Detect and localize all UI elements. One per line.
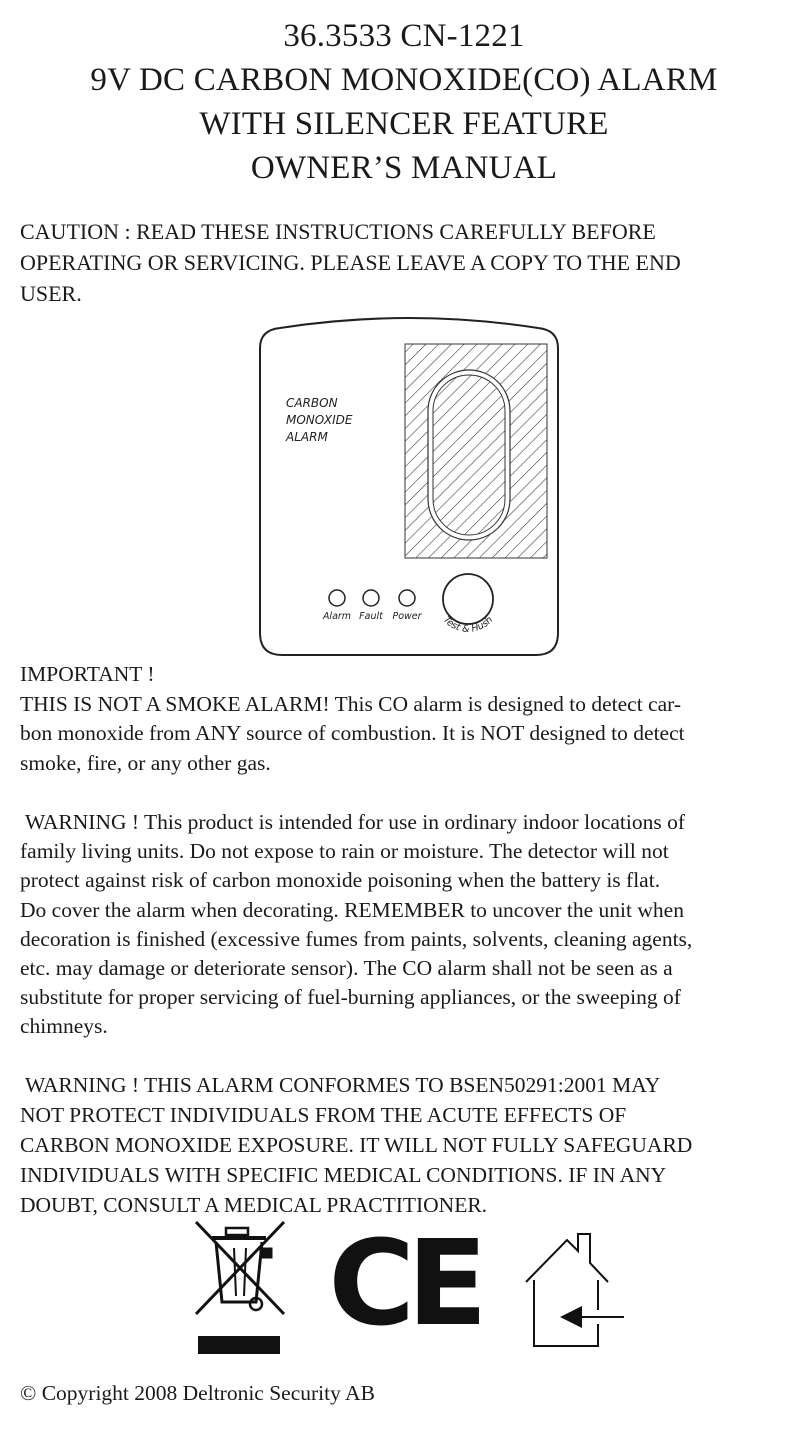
warning-line: substitute for proper servicing of fuel-burning appliances, or the sweeping of <box>20 985 681 1010</box>
copyright-notice: © Copyright 2008 Deltronic Security AB <box>20 1381 375 1405</box>
important-notice <box>20 660 790 778</box>
warning-line: INDIVIDUALS WITH SPECIFIC MEDICAL CONDITIONS. IF IN ANY <box>20 1163 667 1187</box>
power-led-label: Power <box>392 611 422 622</box>
fault-led-label: Fault <box>359 611 383 622</box>
co-alarm-drawing <box>258 308 560 658</box>
manual-title <box>0 14 808 190</box>
title-manual-line: OWNER’S MANUAL <box>250 150 558 186</box>
caution-notice <box>20 216 790 309</box>
warning-line: decoration is finished (excessive fumes from paints, solvents, cleaning agents, <box>20 926 693 951</box>
warning-line: family living units. Do not expose to rain or moisture. The detector will not <box>20 839 669 864</box>
warning-line: WARNING ! This product is intended for use in ordinary indoor locations of <box>20 810 685 834</box>
important-line: THIS IS NOT A SMOKE ALARM! This CO alarm is designed to detect car- <box>20 691 682 716</box>
warning-line: Do cover the alarm when decorating. REMEMBER to uncover the unit when <box>20 897 684 922</box>
warning-line: CARBON MONOXIDE EXPOSURE. IT WILL NOT FULLY SAFEGUARD <box>20 1133 693 1157</box>
fault-led-icon <box>363 590 379 606</box>
title-feature-line: WITH SILENCER FEATURE <box>199 106 609 142</box>
caution-line: CAUTION : READ THESE INSTRUCTIONS CAREFULLY BEFORE <box>20 219 656 244</box>
power-led-icon <box>399 590 415 606</box>
device-label-line: MONOXIDE <box>286 413 353 427</box>
co-alarm-illustration <box>258 308 560 658</box>
indoor-use-house-icon <box>526 1234 624 1346</box>
weee-crossed-bin-icon <box>196 1222 284 1354</box>
compliance-symbols <box>190 1218 630 1358</box>
device-label-line: ALARM <box>286 430 328 444</box>
caution-line: USER. <box>20 281 82 306</box>
alarm-led-icon <box>329 590 345 606</box>
warning-indoor-use <box>20 808 792 1042</box>
caution-line: OPERATING OR SERVICING. PLEASE LEAVE A COPY TO THE END <box>20 250 681 275</box>
warning-line: chimneys. <box>20 1014 108 1039</box>
warning-line: etc. may damage or deteriorate sensor). The CO alarm shall not be seen as a <box>20 956 673 981</box>
warning-line: WARNING ! THIS ALARM CONFORMES TO BSEN50291:2001 MAY <box>20 1073 661 1097</box>
alarm-led-label: Alarm <box>322 611 352 622</box>
title-product-line: 9V DC CARBON MONOXIDE(CO) ALARM <box>90 62 718 98</box>
title-model-line: 36.3533 CN-1221 <box>283 18 525 54</box>
test-hush-label: Test & Hush <box>440 614 496 636</box>
ce-mark-icon: CE <box>328 1218 480 1352</box>
warning-standard-conformance <box>20 1070 792 1220</box>
warning-line: protect against risk of carbon monoxide poisoning when the battery is flat. <box>20 868 661 893</box>
important-line: smoke, fire, or any other gas. <box>20 750 271 775</box>
device-label-line: CARBON <box>286 396 338 410</box>
warning-line: NOT PROTECT INDIVIDUALS FROM THE ACUTE EFFECTS OF <box>20 1103 627 1127</box>
important-line: IMPORTANT ! <box>20 662 155 686</box>
warning-line: DOUBT, CONSULT A MEDICAL PRACTITIONER. <box>20 1193 488 1217</box>
important-line: bon monoxide from ANY source of combustion. It is NOT designed to detect <box>20 721 685 745</box>
